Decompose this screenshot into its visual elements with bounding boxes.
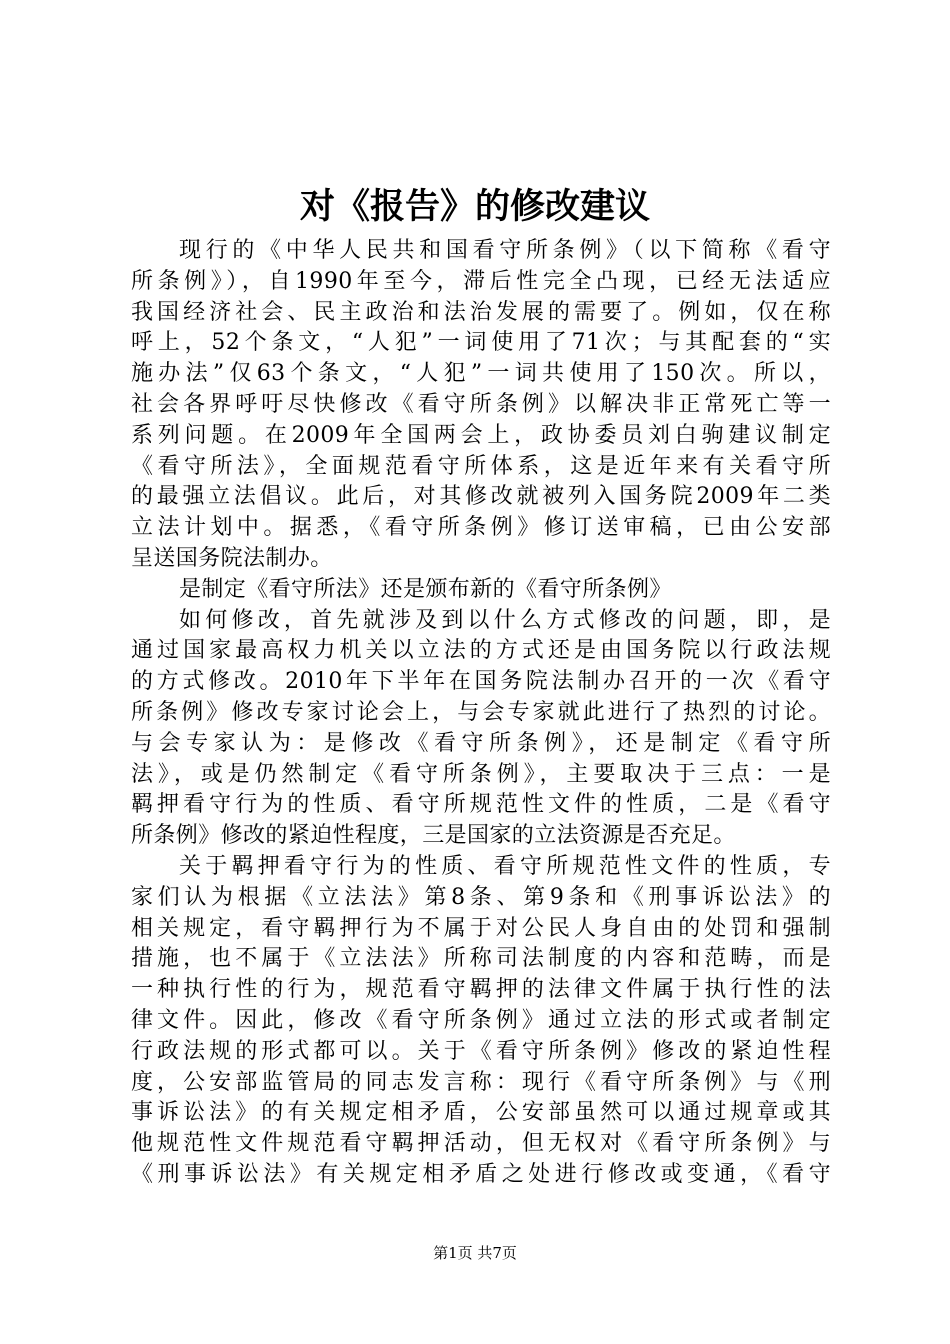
text-line: 措施，也不属于《立法法》所称司法制度的内容和范畴，而是 [131,946,831,972]
document-title: 对《报告》的修改建议 [299,186,650,227]
section-heading: 是制定《看守所法》还是颁布新的《看守所条例》 [179,576,672,602]
text-line: 呼上，52个条文，“人犯”一词使用了71次；与其配套的“实 [131,330,831,356]
text-line: 关于羁押看守行为的性质、看守所规范性文件的性质，专 [179,853,831,879]
text-line: 所条例》修改专家讨论会上，与会专家就此进行了热烈的讨论。 [131,699,831,725]
page-footer: 第1页 共7页 [433,1244,517,1262]
text-line: 施办法”仅63个条文，“人犯”一词共使用了150次。所以， [131,361,831,387]
text-line: 相关规定，看守羁押行为不属于对公民人身自由的处罚和强制 [131,915,831,941]
text-line: 与会专家认为：是修改《看守所条例》，还是制定《看守所 [131,730,831,756]
text-line: 一种执行性的行为，规范看守羁押的法律文件属于执行性的法 [131,977,831,1003]
document-body [131,236,831,1191]
text-line: 法》，或是仍然制定《看守所条例》，主要取决于三点：一是 [131,761,831,787]
text-line: 家们认为根据《立法法》第8条、第9条和《刑事诉讼法》的 [131,884,831,910]
text-line: 律文件。因此，修改《看守所条例》通过立法的形式或者制定 [131,1007,831,1033]
text-line: 社会各界呼吁尽快修改《看守所条例》以解决非正常死亡等一 [131,391,831,417]
text-line: 的方式修改。2010年下半年在国务院法制办召开的一次《看守 [131,669,831,695]
text-line: 所条例》），自1990年至今，滞后性完全凸现，已经无法适应 [131,268,831,294]
text-line: 羁押看守行为的性质、看守所规范性文件的性质，二是《看守 [131,792,831,818]
text-line: 现行的《中华人民共和国看守所条例》（以下简称《看守 [179,238,831,263]
text-line: 我国经济社会、民主政治和法治发展的需要了。例如，仅在称 [131,299,831,325]
text-line: 他规范性文件规范看守羁押活动，但无权对《看守所条例》与 [131,1131,831,1157]
text-line: 通过国家最高权力机关以立法的方式还是由国务院以行政法规 [131,638,831,664]
text-line: 如何修改，首先就涉及到以什么方式修改的问题，即，是 [179,607,831,633]
text-line: 的最强立法倡议。此后，对其修改就被列入国务院2009年二类 [131,484,831,510]
text-line: 《刑事诉讼法》有关规定相矛盾之处进行修改或变通，《看守 [131,1161,831,1187]
text-line: 度，公安部监管局的同志发言称：现行《看守所条例》与《刑 [131,1069,831,1095]
text-line: 事诉讼法》的有关规定相矛盾，公安部虽然可以通过规章或其 [131,1100,831,1126]
text-line: 系列问题。在2009年全国两会上，政协委员刘白驹建议制定 [131,422,831,448]
text-line: 所条例》修改的紧迫性程度，三是国家的立法资源是否充足。 [131,823,736,849]
text-line: 呈送国务院法制办。 [131,545,333,571]
text-line: 行政法规的形式都可以。关于《看守所条例》修改的紧迫性程 [131,1038,831,1064]
text-line: 立法计划中。据悉，《看守所条例》修订送审稿，已由公安部 [131,515,831,541]
text-line: 《看守所法》，全面规范看守所体系，这是近年来有关看守所 [131,453,831,479]
